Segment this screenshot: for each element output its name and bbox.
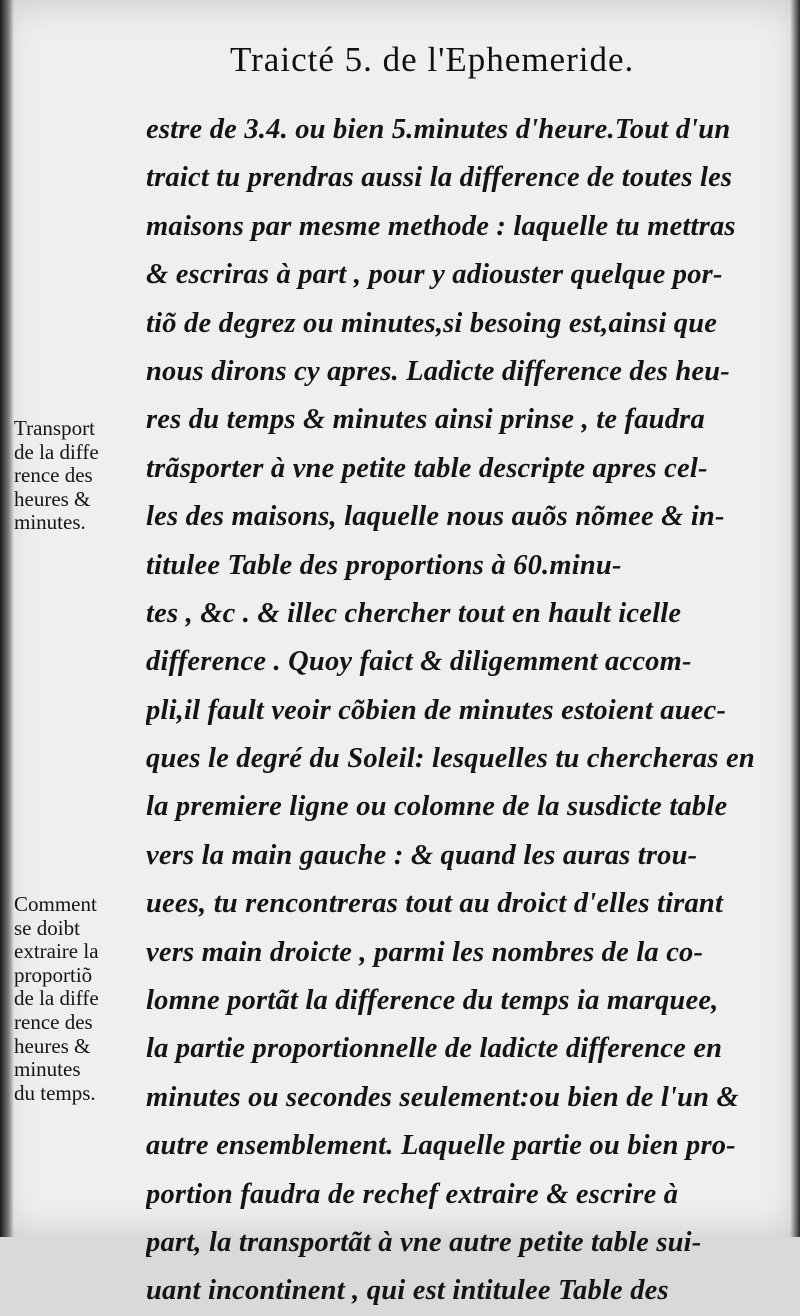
margin-note-line: rence des xyxy=(14,1009,93,1034)
margin-note-line: se doibt xyxy=(14,915,80,940)
text-line: la premiere ligne ou colomne de la susdicte table xyxy=(146,791,728,823)
text-line: nous dirons cy apres. Ladicte difference des heu- xyxy=(146,355,730,387)
margin-note-line: proportiõ xyxy=(14,962,93,987)
margin-note-line: rence des xyxy=(14,463,93,488)
text-line: traict tu prendras aussi la difference de toutes les xyxy=(146,162,733,194)
text-line: uant incontinent , qui est intitulee Table des xyxy=(146,1275,669,1307)
margin-note-transport xyxy=(14,417,142,535)
running-header: Traicté 5. de l'Ephemeride. xyxy=(230,40,635,79)
margin-note-line: de la diffe xyxy=(14,986,99,1011)
text-line: vers la main gauche : & quand les auras trou- xyxy=(146,839,698,871)
text-line: tes , &c . & illec chercher tout en hault icelle xyxy=(146,597,682,629)
page-edge-right-shadow xyxy=(790,0,800,1237)
text-line: tiõ de degrez ou minutes,si besoing est,ainsi que xyxy=(146,307,718,339)
text-line: portion faudra de rechef extraire & escrire à xyxy=(146,1178,679,1210)
text-line: maisons par mesme methode : laquelle tu mettras xyxy=(146,210,736,242)
margin-note-line: du temps. xyxy=(14,1080,96,1105)
text-line: uees, tu rencontreras tout au droict d'elles tirant xyxy=(146,888,724,920)
text-line: difference . Quoy faict & diligemment accom- xyxy=(146,646,692,678)
text-line: pli,il fault veoir cõbien de minutes estoient auec- xyxy=(146,694,727,726)
text-line: trãsporter à vne petite table descripte apres cel- xyxy=(146,452,708,484)
text-line: les des maisons, laquelle nous auõs nõmee & in- xyxy=(146,501,725,533)
text-line: & escriras à part , pour y adiouster quelque por- xyxy=(146,259,723,291)
body-text xyxy=(146,106,782,1316)
margin-note-line: heures & xyxy=(14,486,91,511)
text-line: autre ensemblement. Laquelle partie ou bien pro- xyxy=(146,1130,736,1162)
text-line: part, la transportãt à vne autre petite table sui- xyxy=(146,1226,702,1258)
text-line: la partie proportionnelle de ladicte difference en xyxy=(146,1033,723,1065)
margin-note-line: heures & xyxy=(14,1033,91,1058)
margin-note-comment xyxy=(14,893,142,1105)
margin-note-line: minutes xyxy=(14,1057,81,1082)
margin-note-line: extraire la xyxy=(14,939,99,964)
text-line: lomne portãt la difference du temps ia marquee, xyxy=(146,985,719,1017)
margin-note-line: minutes. xyxy=(14,510,86,535)
text-line: titulee Table des proportions à 60.minu- xyxy=(146,549,622,581)
text-line: estre de 3.4. ou bien 5.minutes d'heure.Tout d'un xyxy=(146,114,731,145)
text-line: vers main droicte , parmi les nombres de la co- xyxy=(146,936,704,968)
page-edge-left-shadow xyxy=(0,0,14,1237)
margin-note-line: Transport xyxy=(14,416,95,440)
text-line: res du temps & minutes ainsi prinse , te faudra xyxy=(146,404,705,436)
margin-note-line: de la diffe xyxy=(14,439,99,464)
text-line: ques le degré du Soleil: lesquelles tu chercheras en xyxy=(146,743,755,775)
text-line: minutes ou secondes seulement:ou bien de l'un & xyxy=(146,1081,739,1113)
margin-note-line: Comment xyxy=(14,892,97,916)
